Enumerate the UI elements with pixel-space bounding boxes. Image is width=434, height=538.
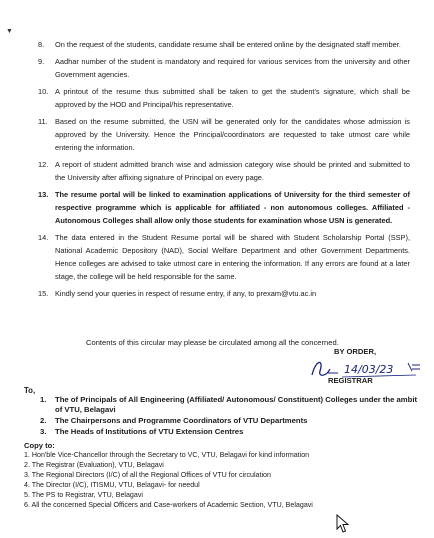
item-number: 12. [38, 160, 49, 169]
instruction-item [38, 158, 410, 184]
instruction-item-highlighted [38, 188, 410, 227]
recipient-list [40, 395, 418, 438]
instruction-item [38, 115, 410, 154]
registrar-label: REGISTRAR [328, 376, 373, 385]
item-number: 15. [38, 289, 49, 298]
item-text: Aadhar number of the student is mandatory and required for various services from the university and other Government agencies. [55, 57, 410, 79]
recipient-item [40, 416, 418, 426]
item-text: Based on the resume submitted, the USN will be generated only for the candidates whose admission is approved by the University. Hence the Principal/coordinators are requested to take utmost care while entering the information. [55, 117, 410, 152]
copy-item: 4. The Director (I/C), ITISMU, VTU, Belagavi- for needul [24, 480, 200, 489]
recipient-number: 3. [40, 427, 47, 436]
recipient-text: The of Principals of All Engineering (Affiliated/ Autonomous/ Constituent) Colleges under the ambit of VTU, Belagavi [55, 395, 418, 414]
instruction-item [38, 55, 410, 81]
copy-item: 6. All the concerned Special Officers and Case-workers of Academic Section, VTU, Belagavi [24, 500, 313, 509]
recipient-item [40, 395, 418, 415]
copy-item: 3. The Regional Directors (I/C) of all the Regional Offices of VTU for circulation [24, 470, 271, 479]
item-number: 10. [38, 87, 49, 96]
copy-item: 1. Hon'ble Vice-Chancellor through the Secretary to VC, VTU, Belagavi for kind information [24, 451, 310, 459]
item-number: 8. [38, 40, 45, 49]
signature-date: 14/03/23 [344, 363, 394, 376]
item-text: The data entered in the Student Resume portal will be shared with Student Scholarship Portal (SSP), National Academic Depository (NAD), Social Welfare Department and other Government Departments. Hence colleges are advised to take utmost care in entering the information. If any errors are found at a later stage, the college will be held responsible for the same. [55, 233, 410, 281]
recipient-text: The Chairpersons and Programme Coordinators of VTU Departments [55, 416, 308, 425]
item-number: 11. [38, 117, 48, 126]
item-number: 13. [38, 190, 49, 199]
item-text: The resume portal will be linked to examination applications of University for the third semester of respective programme which is applicable for affiliated - non autonomous colleges. Affiliated -Autonomous Colleges shall allow only those students for examination whose USN is generated. [55, 190, 410, 225]
by-order-label: BY ORDER, [334, 347, 377, 356]
copy-item: 2. The Registrar (Evaluation), VTU, Belagavi [24, 460, 164, 469]
item-number: 9. [38, 57, 45, 66]
instruction-item [38, 85, 410, 111]
copy-list [24, 451, 424, 510]
item-text: A printout of the resume thus submitted shall be taken to get the student's signature, which shall be approved by the HOD and Principal/his representative. [55, 87, 410, 109]
recipient-number: 1. [40, 395, 47, 404]
recipient-text: The Heads of Institutions of VTU Extension Centres [55, 427, 244, 436]
item-text: On the request of the students, candidate resume shall be entered online by the designated staff member. [55, 40, 401, 49]
instruction-item [38, 287, 410, 300]
instruction-item [38, 38, 410, 51]
copy-item: 5. The PS to Registrar, VTU, Belagavi [24, 490, 143, 499]
recipient-number: 2. [40, 416, 47, 425]
instruction-item [38, 231, 410, 283]
copy-to-label: Copy to: [24, 441, 55, 450]
instruction-list [38, 38, 410, 304]
recipient-item [40, 427, 418, 437]
item-text: Kindly send your queries in respect of resume entry, if any, to prexam@vtu.ac.in [55, 289, 317, 298]
mouse-cursor-icon [336, 514, 350, 534]
item-number: 14. [38, 233, 49, 242]
corner-mark: ▼ [6, 28, 13, 35]
circulation-note: Contents of this circular may please be circulated among all the concerned. [86, 338, 339, 347]
to-label: To, [24, 386, 36, 395]
item-text: A report of student admitted branch wise and admission category wise should be printed and submitted to the University after affixing signature of Principal on every page. [55, 160, 410, 182]
